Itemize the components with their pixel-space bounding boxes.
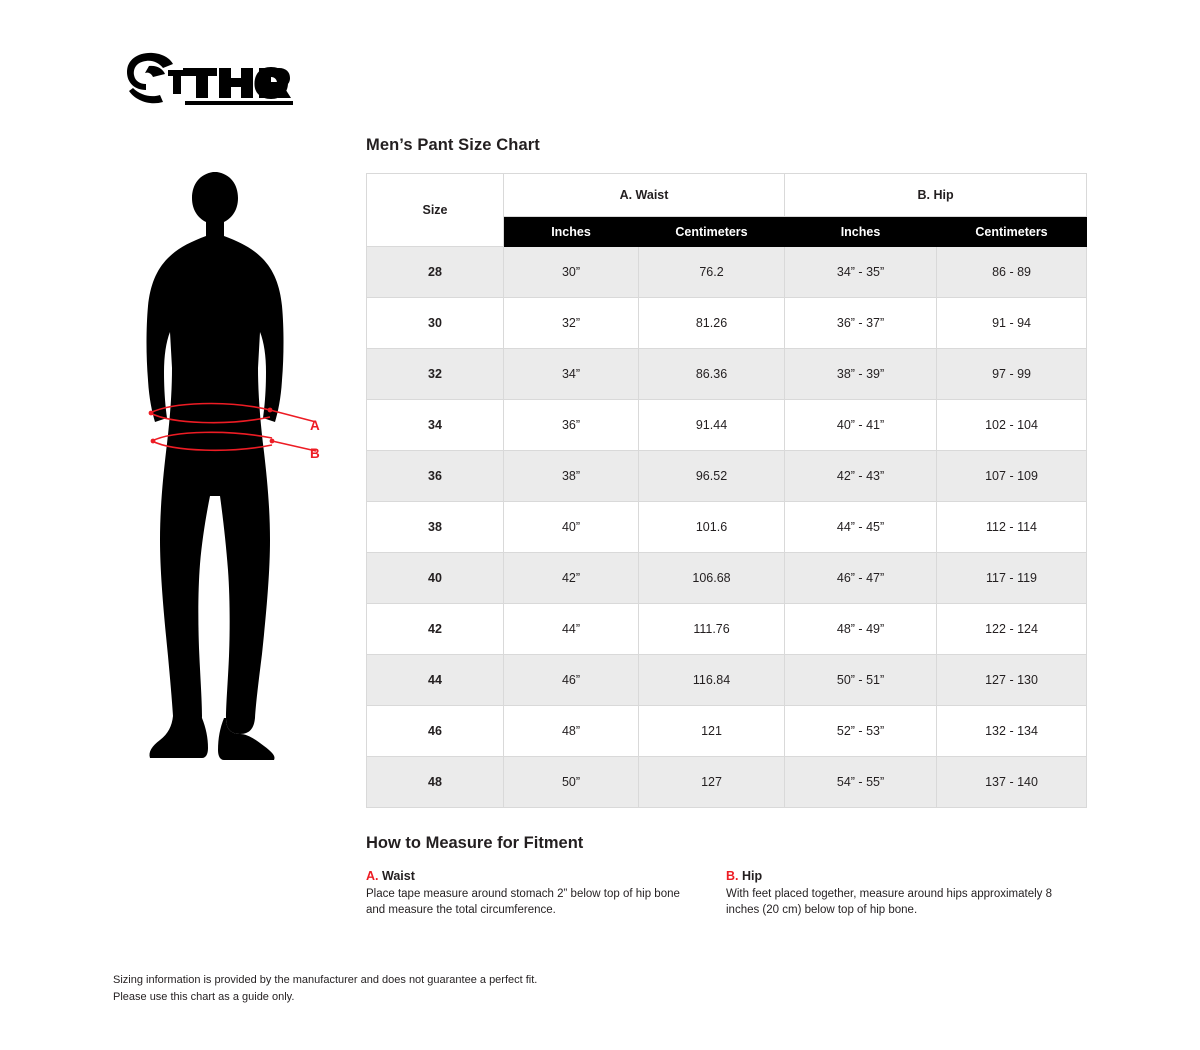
howto-letter: B. [726,869,739,883]
cell-hip-inches: 42” - 43” [785,451,937,502]
cell-hip-inches: 44” - 45” [785,502,937,553]
table-row [367,655,1087,706]
table-body [367,247,1087,808]
footer-line-1: Sizing information is provided by the manufacturer and does not guarantee a perfect fit. [113,974,538,986]
cell-waist-cm: 111.76 [639,604,785,655]
howto-columns [366,869,1086,918]
cell-waist-cm: 86.36 [639,349,785,400]
cell-hip-inches: 48” - 49” [785,604,937,655]
cell-hip-cm: 112 - 114 [937,502,1087,553]
howto-name: Hip [741,869,763,883]
cell-size: 48 [367,757,504,808]
cell-hip-cm: 117 - 119 [937,553,1087,604]
cell-waist-cm: 106.68 [639,553,785,604]
cell-hip-cm: 127 - 130 [937,655,1087,706]
cell-size: 36 [367,451,504,502]
cell-size: 30 [367,298,504,349]
cell-size: 38 [367,502,504,553]
thor-logo [113,50,293,108]
table-row [367,706,1087,757]
cell-waist-inches: 42” [504,553,639,604]
col-header-size: Size [367,174,504,247]
table-row [367,604,1087,655]
howto-item-hip [726,869,1086,918]
cell-hip-cm: 137 - 140 [937,757,1087,808]
howto-name: Waist [381,869,415,883]
diagram-label-a: A [310,418,320,433]
cell-hip-cm: 122 - 124 [937,604,1087,655]
subheader-waist-centimeters: Centimeters [639,217,785,247]
cell-size: 34 [367,400,504,451]
howto-title: How to Measure for Fitment [366,834,584,852]
table-row [367,400,1087,451]
table-row [367,757,1087,808]
cell-hip-inches: 40” - 41” [785,400,937,451]
cell-hip-inches: 54” - 55” [785,757,937,808]
cell-waist-inches: 44” [504,604,639,655]
cell-hip-inches: 36” - 37” [785,298,937,349]
howto-letter: A. [366,869,379,883]
cell-size: 42 [367,604,504,655]
cell-waist-inches: 46” [504,655,639,706]
footer-disclaimer [113,972,537,1005]
cell-hip-inches: 46” - 47” [785,553,937,604]
cell-waist-inches: 50” [504,757,639,808]
table-group-header-row [367,174,1087,217]
cell-hip-inches: 52” - 53” [785,706,937,757]
cell-hip-cm: 102 - 104 [937,400,1087,451]
subheader-waist-inches: Inches [504,217,639,247]
cell-hip-cm: 91 - 94 [937,298,1087,349]
size-chart-table [366,173,1087,808]
cell-hip-inches: 50” - 51” [785,655,937,706]
cell-hip-cm: 97 - 99 [937,349,1087,400]
cell-size: 40 [367,553,504,604]
table-row [367,349,1087,400]
table-row [367,502,1087,553]
howto-text: With feet placed together, measure around hips approximately 8 inches (20 cm) below top of hip bone. [726,888,1053,916]
cell-size: 44 [367,655,504,706]
howto-item-heading [726,869,1062,883]
diagram-label-b: B [310,446,320,461]
cell-waist-cm: 121 [639,706,785,757]
table-row [367,553,1087,604]
cell-hip-cm: 132 - 134 [937,706,1087,757]
cell-waist-inches: 34” [504,349,639,400]
subheader-hip-centimeters: Centimeters [937,217,1087,247]
cell-waist-inches: 32” [504,298,639,349]
table-row [367,451,1087,502]
table-row [367,298,1087,349]
main-content [366,136,1086,918]
cell-waist-cm: 96.52 [639,451,785,502]
cell-waist-cm: 127 [639,757,785,808]
cell-hip-cm: 86 - 89 [937,247,1087,298]
cell-size: 46 [367,706,504,757]
col-header-waist: A. Waist [504,174,785,217]
cell-size: 28 [367,247,504,298]
cell-waist-inches: 48” [504,706,639,757]
cell-hip-cm: 107 - 109 [937,451,1087,502]
cell-waist-inches: 40” [504,502,639,553]
col-header-hip: B. Hip [785,174,1087,217]
table-row [367,247,1087,298]
cell-waist-inches: 30” [504,247,639,298]
howto-text: Place tape measure around stomach 2” below top of hip bone and measure the total circumference. [366,888,680,916]
thor-helmet-logo-icon [113,50,293,108]
cell-waist-cm: 101.6 [639,502,785,553]
cell-size: 32 [367,349,504,400]
cell-hip-inches: 38” - 39” [785,349,937,400]
cell-hip-inches: 34” - 35” [785,247,937,298]
cell-waist-cm: 116.84 [639,655,785,706]
table-head [367,174,1087,247]
cell-waist-cm: 81.26 [639,298,785,349]
cell-waist-inches: 36” [504,400,639,451]
page-title: Men’s Pant Size Chart [366,136,540,154]
cell-waist-cm: 76.2 [639,247,785,298]
footer-line-2: Please use this chart as a guide only. [113,990,295,1003]
howto-item-heading [366,869,702,883]
cell-waist-inches: 38” [504,451,639,502]
howto-item-waist [366,869,726,918]
cell-waist-cm: 91.44 [639,400,785,451]
subheader-hip-inches: Inches [785,217,937,247]
